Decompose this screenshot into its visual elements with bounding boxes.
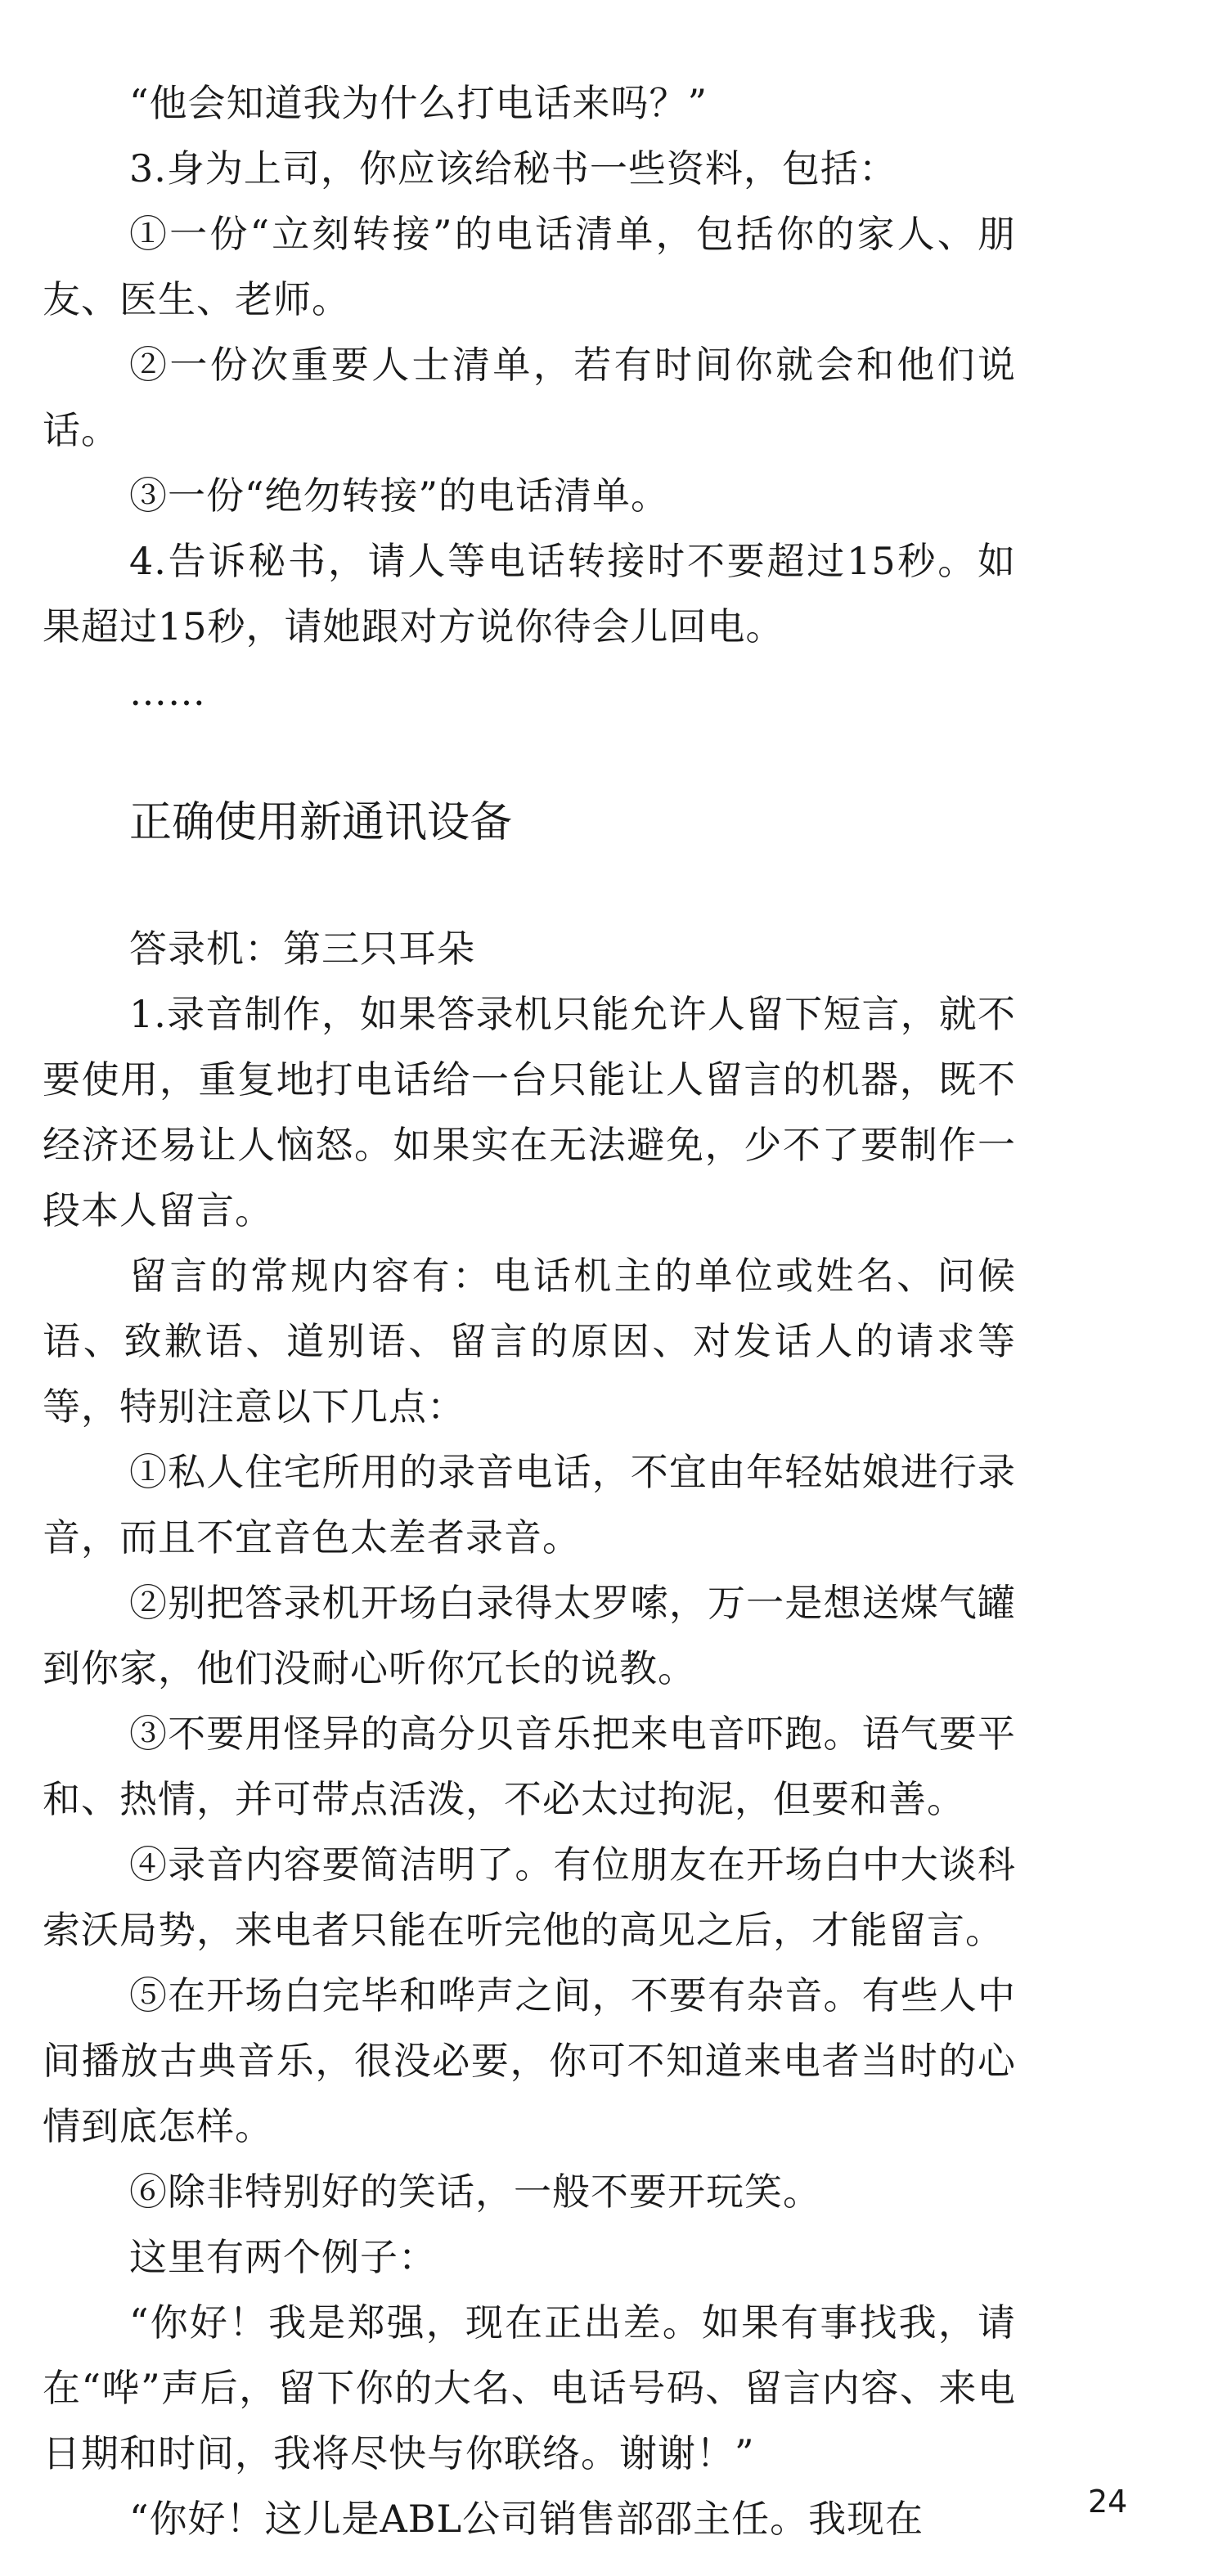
page-number: 24 — [1088, 2484, 1128, 2520]
paragraph: ①私人住宅所用的录音电话，不宜由年轻姑娘进行录音，而且不宜音色太差者录音。 — [43, 1450, 1016, 1560]
paragraph: 留言的常规内容有：电话机主的单位或姓名、问候语、致歉语、道别语、留言的原因、对发话人的请求等等，特别注意以下几点： — [43, 1254, 1016, 1429]
paragraph: 这里有两个例子： — [129, 2235, 437, 2279]
section-heading: 正确使用新通讯设备 — [129, 798, 513, 847]
paragraph: “你好！这儿是ABL公司销售部邵主任。我现在 — [129, 2497, 924, 2541]
document-page — [43, 70, 1016, 2551]
paragraph: ②一份次重要人士清单，若有时间你就会和他们说话。 — [43, 343, 1016, 452]
paragraph: ⑥除非特别好的笑话，一般不要开玩笑。 — [129, 2170, 821, 2214]
paragraph: “你好！我是郑强，现在正出差。如果有事找我，请在“哗”声后，留下你的大名、电话号码、留言内容、来电日期和时间，我将尽快与你联络。谢谢！” — [43, 2300, 1016, 2475]
paragraph: 1.录音制作，如果答录机只能允许人留下短言，就不要使用，重复地打电话给一台只能让人留言的机器，既不经济还易让人恼怒。如果实在无法避免，少不了要制作一段本人留言。 — [43, 992, 1016, 1232]
paragraph: ②别把答录机开场白录得太罗嗦，万一是想送煤气罐到你家，他们没耐心听你冗长的说教。 — [43, 1581, 1016, 1690]
paragraph: ①一份“立刻转接”的电话清单，包括你的家人、朋友、医生、老师。 — [43, 212, 1016, 321]
paragraph: ③一份“绝勿转接”的电话清单。 — [129, 473, 670, 518]
ellipsis: …… — [129, 670, 206, 714]
paragraph: ④录音内容要简洁明了。有位朋友在开场白中大谈科索沃局势，来电者只能在听完他的高见之后，才能留言。 — [43, 1842, 1016, 1952]
subheading: 答录机：第三只耳朵 — [129, 927, 475, 971]
paragraph: 3.身为上司，你应该给秘书一些资料，包括： — [129, 146, 897, 191]
paragraph: “他会知道我为什么打电话来吗？” — [129, 81, 708, 125]
paragraph: ③不要用怪异的高分贝音乐把来电音吓跑。语气要平和、热情，并可带点活泼，不必太过拘泥，但要和善。 — [43, 1712, 1016, 1821]
paragraph: ⑤在开场白完毕和哗声之间，不要有杂音。有些人中间播放古典音乐，很没必要，你可不知道来电者当时的心情到底怎样。 — [43, 1973, 1016, 2148]
paragraph: 4.告诉秘书，请人等电话转接时不要超过15秒。如果超过15秒，请她跟对方说你待会儿回电。 — [43, 539, 1016, 648]
